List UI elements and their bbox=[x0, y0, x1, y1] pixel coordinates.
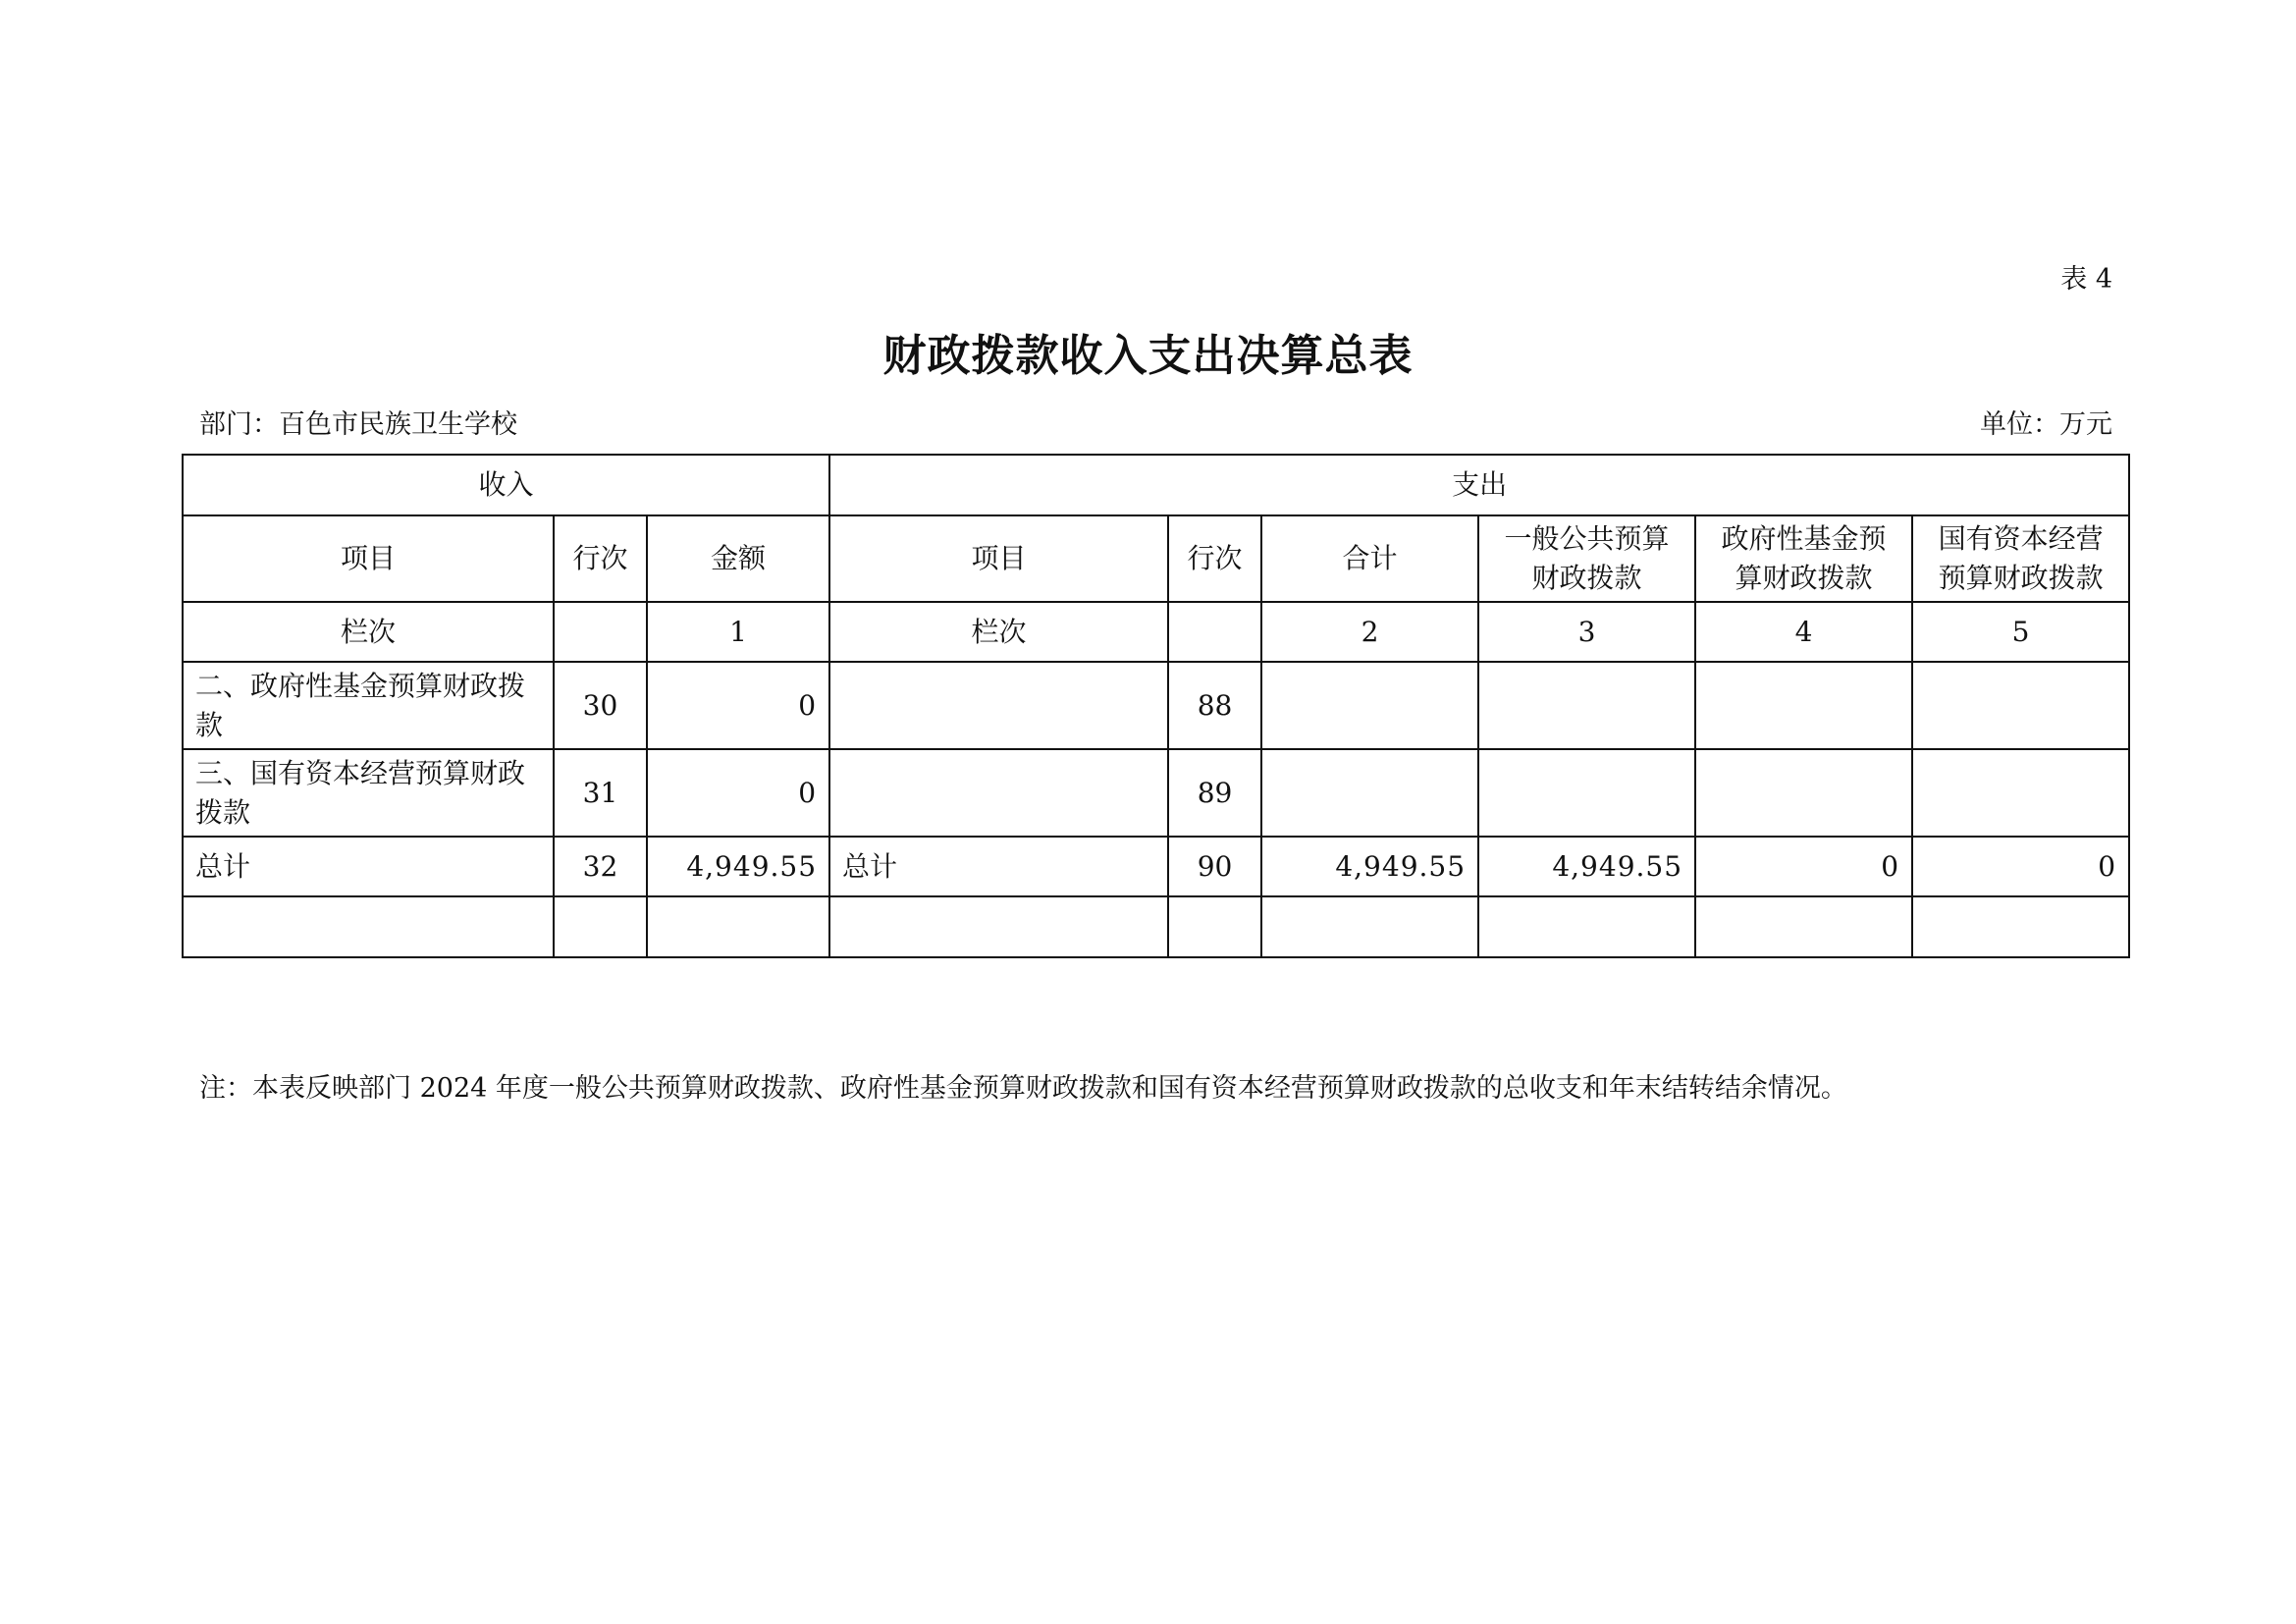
row-gov-fund bbox=[1695, 662, 1912, 749]
col-label-left: 栏次 bbox=[183, 602, 554, 662]
expense-header: 支出 bbox=[829, 455, 2129, 515]
table-row-total bbox=[183, 837, 2129, 896]
header-general-budget: 一般公共预算财政拨款 bbox=[1478, 515, 1695, 602]
column-number-row bbox=[183, 602, 2129, 662]
empty-cell bbox=[647, 896, 829, 957]
row-item: 二、政府性基金预算财政拨款 bbox=[183, 662, 554, 749]
col-4: 4 bbox=[1695, 602, 1912, 662]
row-exp-item: 总计 bbox=[829, 837, 1168, 896]
page-title: 财政拨款收入支出决算总表 bbox=[882, 331, 1414, 381]
empty-cell bbox=[829, 896, 1168, 957]
header-total: 合计 bbox=[1261, 515, 1478, 602]
footnote: 注：本表反映部门 2024 年度一般公共预算财政拨款、政府性基金预算财政拨款和国有资本经营预算财政拨款的总收支和年末结转结余情况。 bbox=[199, 1073, 1847, 1104]
row-amount: 0 bbox=[647, 749, 829, 837]
row-item: 总计 bbox=[183, 837, 554, 896]
header-row-group bbox=[183, 455, 2129, 515]
header-exp-item: 项目 bbox=[829, 515, 1168, 602]
empty-cell bbox=[1912, 896, 2129, 957]
row-exp-row-no: 90 bbox=[1168, 837, 1261, 896]
col-5: 5 bbox=[1912, 602, 2129, 662]
header-state-capital: 国有资本经营预算财政拨款 bbox=[1912, 515, 2129, 602]
empty-cell bbox=[554, 602, 647, 662]
table-row bbox=[183, 662, 2129, 749]
row-item: 三、国有资本经营预算财政拨款 bbox=[183, 749, 554, 837]
table-row bbox=[183, 749, 2129, 837]
row-gov-fund: 0 bbox=[1695, 837, 1912, 896]
table-number: 表 4 bbox=[2060, 264, 2112, 295]
row-exp-item bbox=[829, 749, 1168, 837]
row-amount: 4,949.55 bbox=[647, 837, 829, 896]
header-gov-fund: 政府性基金预算财政拨款 bbox=[1695, 515, 1912, 602]
col-2: 2 bbox=[1261, 602, 1478, 662]
table-row-empty bbox=[183, 896, 2129, 957]
empty-cell bbox=[1261, 896, 1478, 957]
row-no: 30 bbox=[554, 662, 647, 749]
row-total bbox=[1261, 749, 1478, 837]
header-amount: 金额 bbox=[647, 515, 829, 602]
row-amount: 0 bbox=[647, 662, 829, 749]
row-total: 4,949.55 bbox=[1261, 837, 1478, 896]
col-label-right: 栏次 bbox=[829, 602, 1168, 662]
row-no: 32 bbox=[554, 837, 647, 896]
header-row-columns bbox=[183, 515, 2129, 602]
empty-cell bbox=[1695, 896, 1912, 957]
income-header: 收入 bbox=[183, 455, 829, 515]
empty-cell bbox=[183, 896, 554, 957]
row-no: 31 bbox=[554, 749, 647, 837]
row-total bbox=[1261, 662, 1478, 749]
col-3: 3 bbox=[1478, 602, 1695, 662]
empty-cell bbox=[554, 896, 647, 957]
row-state-capital bbox=[1912, 662, 2129, 749]
row-state-capital: 0 bbox=[1912, 837, 2129, 896]
header-item: 项目 bbox=[183, 515, 554, 602]
row-gov-fund bbox=[1695, 749, 1912, 837]
row-exp-item bbox=[829, 662, 1168, 749]
empty-cell bbox=[1168, 896, 1261, 957]
unit-label: 单位：万元 bbox=[1980, 409, 2112, 440]
row-exp-row-no: 89 bbox=[1168, 749, 1261, 837]
row-general bbox=[1478, 749, 1695, 837]
row-general: 4,949.55 bbox=[1478, 837, 1695, 896]
empty-cell bbox=[1478, 896, 1695, 957]
empty-cell bbox=[1168, 602, 1261, 662]
header-row-no: 行次 bbox=[554, 515, 647, 602]
col-1: 1 bbox=[647, 602, 829, 662]
department-label: 部门：百色市民族卫生学校 bbox=[199, 409, 517, 440]
budget-table bbox=[182, 454, 2130, 958]
row-general bbox=[1478, 662, 1695, 749]
row-exp-row-no: 88 bbox=[1168, 662, 1261, 749]
row-state-capital bbox=[1912, 749, 2129, 837]
header-exp-row-no: 行次 bbox=[1168, 515, 1261, 602]
